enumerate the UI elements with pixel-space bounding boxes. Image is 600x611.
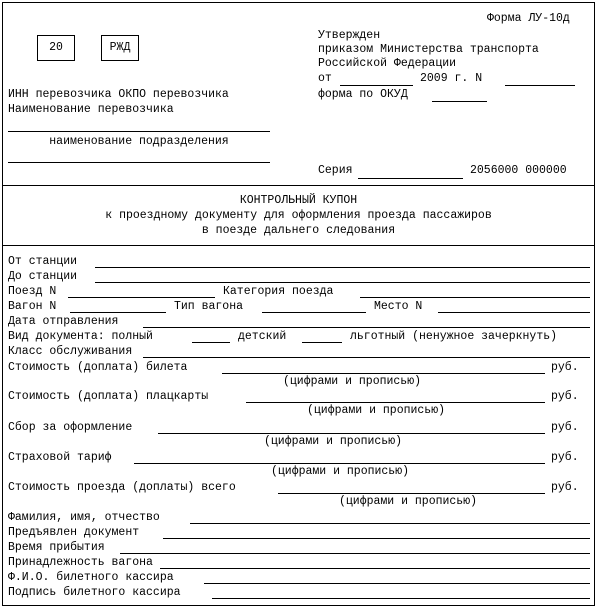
carrier-ids: ИНН перевозчика ОКПО перевозчика (8, 88, 229, 101)
departure-date-line[interactable] (143, 327, 590, 328)
to-station-line[interactable] (95, 282, 590, 283)
service-class-label: Класс обслуживания (8, 345, 133, 358)
departure-date-label: Дата отправления (8, 315, 119, 328)
series-line[interactable] (358, 178, 463, 179)
doc-child-line[interactable] (302, 342, 342, 343)
berth-cost-hint: (цифрами и прописью) (306, 404, 446, 417)
total-cost-label: Стоимость проезда (доплаты) всего (8, 481, 236, 494)
title-divider (2, 245, 595, 246)
berth-cost-label: Стоимость (доплата) плацкарты (8, 390, 209, 403)
box-organization: РЖД (101, 35, 139, 61)
title-line3: в поезде дальнего следования (201, 224, 396, 237)
form-code: Форма ЛУ-10д (487, 12, 570, 25)
total-cost-currency: руб. (551, 481, 579, 494)
car-owner-label: Принадлежность вагона (8, 556, 153, 569)
booking-fee-hint: (цифрами и прописью) (263, 435, 403, 448)
insurance-line[interactable] (134, 463, 545, 464)
approved-line1: Утвержден (318, 29, 381, 42)
car-type-label: Тип вагона (174, 300, 244, 313)
id-document-line[interactable] (163, 538, 590, 539)
ticket-cost-currency: руб. (551, 361, 579, 374)
carrier-name-label: Наименование перевозчика (8, 103, 174, 116)
total-cost-line[interactable] (278, 493, 545, 494)
series-number: 2056000 000000 (470, 164, 567, 177)
train-no-line[interactable] (68, 297, 215, 298)
approved-date-line[interactable] (340, 85, 413, 86)
from-station-label: От станции (8, 255, 78, 268)
arrival-time-label: Время прибытия (8, 541, 105, 554)
okud-label: форма по ОКУД (318, 88, 408, 101)
carrier-name-line[interactable] (8, 131, 270, 132)
cashier-signature-label: Подпись билетного кассира (8, 586, 181, 599)
insurance-label: Страховой тариф (8, 451, 112, 464)
booking-fee-currency: руб. (551, 421, 579, 434)
car-type-line[interactable] (262, 312, 366, 313)
train-category-line[interactable] (360, 297, 590, 298)
approved-date-prefix: от (318, 72, 332, 85)
title-line2: к проездному документу для оформления проезда пассажиров (105, 209, 492, 222)
booking-fee-line[interactable] (158, 433, 545, 434)
doc-full-line[interactable] (192, 342, 230, 343)
doc-type-label: Вид документа: полный (8, 330, 153, 343)
to-station-label: До станции (8, 270, 78, 283)
seat-no-label: Место N (374, 300, 423, 313)
berth-cost-line[interactable] (246, 402, 545, 403)
approved-line2: приказом Министерства транспорта (318, 43, 539, 56)
ticket-cost-line[interactable] (222, 373, 545, 374)
approved-year: 2009 г. N (420, 72, 483, 85)
cashier-name-line[interactable] (204, 583, 590, 584)
title-line1: КОНТРОЛЬНЫЙ КУПОН (239, 194, 358, 207)
service-class-line[interactable] (143, 357, 590, 358)
booking-fee-label: Сбор за оформление (8, 421, 133, 434)
insurance-hint: (цифрами и прописью) (270, 465, 410, 478)
seat-no-line[interactable] (438, 312, 590, 313)
approved-line3: Российской Федерации (318, 57, 457, 70)
berth-cost-currency: руб. (551, 390, 579, 403)
car-no-label: Вагон N (8, 300, 57, 313)
train-category-label: Категория поезда (223, 285, 334, 298)
insurance-currency: руб. (551, 451, 579, 464)
doc-child-label: детский (238, 330, 287, 343)
full-name-line[interactable] (190, 523, 590, 524)
ticket-cost-hint: (цифрами и прописью) (282, 375, 422, 388)
full-name-label: Фамилия, имя, отчество (8, 511, 160, 524)
subdivision-label: наименование подразделения (49, 135, 229, 148)
approved-number-line[interactable] (505, 85, 575, 86)
arrival-time-line[interactable] (120, 553, 590, 554)
from-station-line[interactable] (95, 267, 590, 268)
box-number: 20 (37, 35, 75, 61)
cashier-signature-line[interactable] (212, 598, 590, 599)
ticket-cost-label: Стоимость (доплата) билета (8, 361, 188, 374)
okud-line[interactable] (432, 101, 487, 102)
series-label: Серия (318, 164, 353, 177)
car-no-line[interactable] (70, 312, 166, 313)
doc-discount-label: льготный (ненужное зачеркнуть) (350, 330, 558, 343)
subdivision-line[interactable] (8, 162, 270, 163)
car-owner-line[interactable] (160, 568, 590, 569)
id-document-label: Предъявлен документ (8, 526, 140, 539)
total-cost-hint: (цифрами и прописью) (338, 495, 478, 508)
header-divider (2, 185, 595, 186)
train-no-label: Поезд N (8, 285, 57, 298)
cashier-name-label: Ф.И.О. билетного кассира (8, 571, 174, 584)
